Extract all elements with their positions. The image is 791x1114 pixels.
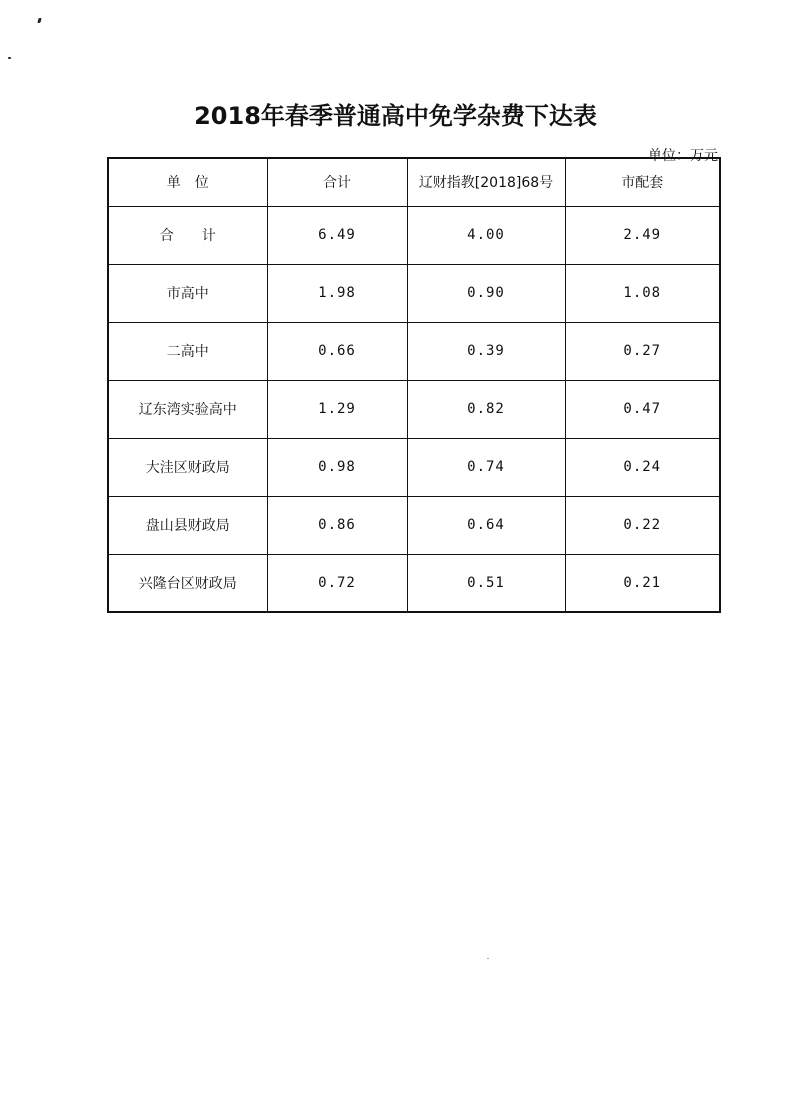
cell-city: 0.47 [565,380,720,438]
cell-unit: 兴隆台区财政局 [108,554,267,612]
table-row [108,438,720,496]
header-total: 合计 [267,158,407,206]
cell-total: 0.66 [267,322,407,380]
table-row [108,496,720,554]
cell-total: 6.49 [267,206,407,264]
cell-city: 2.49 [565,206,720,264]
cell-provincial: 0.90 [407,264,565,322]
cell-city: 1.08 [565,264,720,322]
table-row [108,322,720,380]
unit-label: 单位：万元 [648,148,718,164]
cell-total: 1.29 [267,380,407,438]
cell-provincial: 0.82 [407,380,565,438]
table-row [108,380,720,438]
table-row [108,554,720,612]
cell-unit: 大洼区财政局 [108,438,267,496]
header-city-match: 市配套 [565,158,720,206]
cell-city: 0.22 [565,496,720,554]
table-row [108,206,720,264]
header-unit: 单 位 [108,158,267,206]
scan-speck [487,958,489,959]
cell-unit: 合 计 [108,206,267,264]
table-header-row [108,158,720,206]
cell-provincial: 0.64 [407,496,565,554]
cell-unit: 二高中 [108,322,267,380]
cell-provincial: 0.39 [407,322,565,380]
header-provincial-funds: 辽财指教[2018]68号 [407,158,565,206]
cell-city: 0.21 [565,554,720,612]
cell-unit: 辽东湾实验高中 [108,380,267,438]
cell-provincial: 0.74 [407,438,565,496]
page-title: 2018年春季普通高中免学杂费下达表 [194,102,597,130]
allocation-table [107,157,721,613]
cell-provincial: 0.51 [407,554,565,612]
scan-speck [37,18,41,23]
cell-total: 0.98 [267,438,407,496]
cell-total: 1.98 [267,264,407,322]
cell-city: 0.24 [565,438,720,496]
cell-city: 0.27 [565,322,720,380]
table-row [108,264,720,322]
cell-provincial: 4.00 [407,206,565,264]
cell-unit: 市高中 [108,264,267,322]
scan-speck [8,57,11,59]
cell-unit: 盘山县财政局 [108,496,267,554]
cell-total: 0.72 [267,554,407,612]
cell-total: 0.86 [267,496,407,554]
